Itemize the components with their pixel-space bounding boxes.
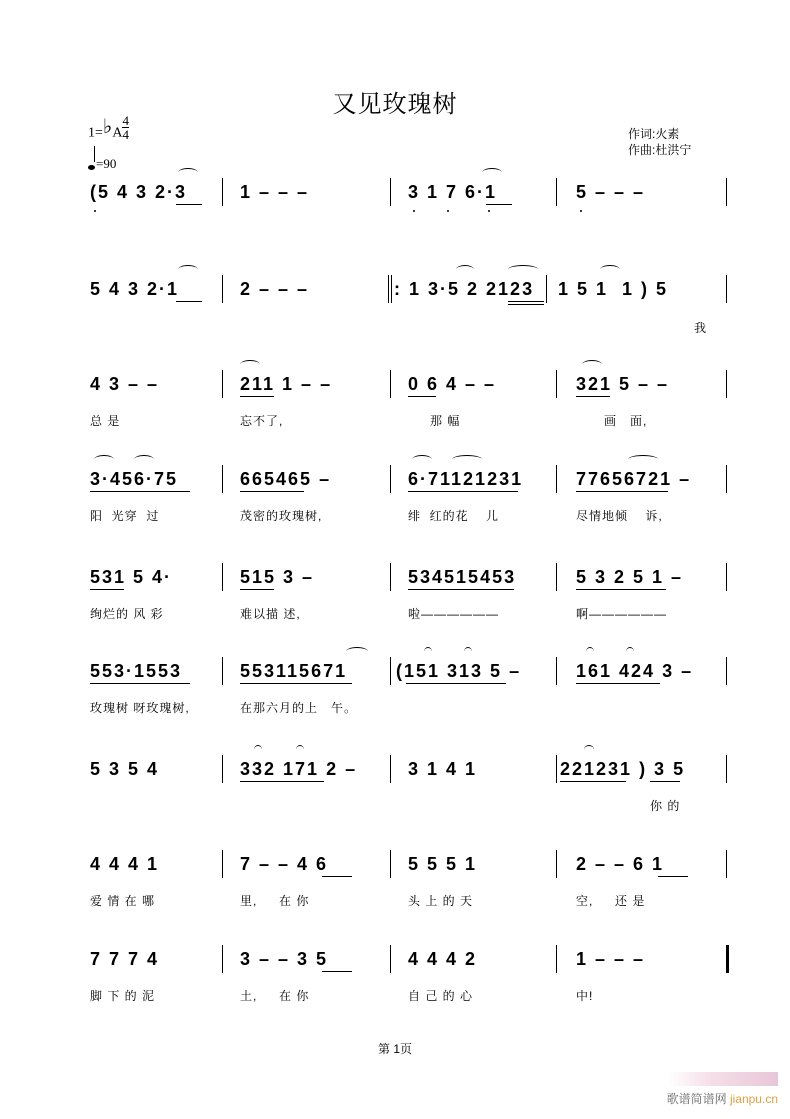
lyric: 绯 红的花 儿 [408,509,500,523]
underline [90,491,190,492]
underline [508,301,544,302]
underline [576,491,668,492]
lyric: 绚烂的 风 彩 [90,607,164,621]
underline [486,204,512,205]
underline [90,683,190,684]
low-octave-dot [94,210,96,212]
measure: 211 1 – – [240,374,333,394]
time-signature [122,114,129,141]
time-numerator: 4 [122,113,129,128]
underline [406,683,506,684]
measure: 0 6 4 – – [408,374,497,394]
song-title: 又见玫瑰树 [332,90,458,118]
score-line-2 [90,275,730,335]
slur [464,647,472,656]
barline [390,657,391,685]
barline [222,563,223,591]
score-line-4 [90,465,730,523]
low-octave-dot [413,210,415,212]
score-line-5 [90,563,730,621]
barline [222,178,223,206]
lyric: 啦―――――― [408,607,500,621]
underline [240,396,274,397]
measure: (5 4 3 2·3 [90,182,188,202]
barline [546,275,547,303]
slur [482,168,502,177]
measure: 7 – – 4 6 [240,854,329,874]
measure: 534515453 [408,567,517,587]
flat-icon: ♭ [102,115,113,138]
score-line-3 [90,370,730,428]
underline [658,876,688,877]
score-line-1 [90,178,730,218]
measure: 515 3 – [240,567,315,587]
composer: 作曲:杜洪宁 [628,143,692,157]
measure: 1 – – – [240,182,310,202]
repeat-start-barline[interactable] [388,275,389,303]
underline [508,304,544,305]
measure: 5 – – – [576,182,646,202]
slur [452,455,482,464]
barline [390,465,391,493]
watermark [667,1090,778,1107]
slur [600,265,620,274]
barline [726,657,727,685]
slur [456,265,474,274]
tempo-value: =90 [96,156,117,171]
barline [556,657,557,685]
slur [412,455,432,464]
watermark-domain[interactable]: jianpu.cn [729,1092,778,1106]
underline [576,396,610,397]
barline [726,850,727,878]
underline [560,781,626,782]
measure: 4 4 4 1 [90,854,160,874]
measure: 1 – – – [576,949,646,969]
barline [222,945,223,973]
slur [628,455,658,464]
measure: 3 1 7 6·1 [408,182,498,202]
page-number: 第 1页 [377,1042,412,1056]
underline [576,683,660,684]
measure: 77656721 – [576,469,692,489]
underline [176,301,202,302]
watermark-site-name: 歌谱简谱网 [666,1092,727,1106]
barline [726,563,727,591]
slur [240,360,260,369]
slur [296,745,304,754]
slur [586,647,594,656]
barline [556,465,557,493]
lyric: 空, 还 是 [576,894,646,908]
measure: : 1 3·5 2 2123 [394,279,535,299]
measure: 161 424 3 – [576,661,694,681]
low-octave-dot [580,210,582,212]
barline [726,370,727,398]
measure: 553115671 [240,661,348,681]
measure: 5 3 5 4 [90,759,160,779]
underline [322,971,352,972]
measure: 5 4 3 2·1 [90,279,180,299]
barline [726,275,727,303]
lyric: 自 己 的 心 [408,989,474,1003]
underline [322,876,352,877]
lyric: 茂密的玫瑰树, [240,509,323,523]
barline [222,275,223,303]
measure: 221231 ) 3 5 [560,759,686,779]
lyric: 尽情地倾 诉, [576,509,663,523]
lyric: 难以描 述, [240,607,301,621]
lyric: 中! [576,989,594,1003]
note-stem [94,146,95,162]
slur [582,360,602,369]
barline [556,850,557,878]
barline [726,178,727,206]
barline [556,370,557,398]
barline [726,755,727,783]
lyric: 你 的 [650,799,681,813]
underline [408,589,514,590]
measure: 4 3 – – [90,374,160,394]
lyric: 在那六月的上 午。 [240,701,358,715]
quarter-note-icon [88,165,95,170]
slur [346,647,368,656]
measure: 4 4 4 2 [408,949,478,969]
measure: 3 – – 3 5 [240,949,329,969]
barline [556,945,557,973]
low-octave-dot [488,210,490,212]
barline [390,755,391,783]
credits [628,126,691,158]
underline [240,683,352,684]
measure: 5 5 5 1 [408,854,478,874]
slur [178,168,198,177]
barline [222,465,223,493]
slur [626,647,634,656]
measure: 5 3 2 5 1 – [576,567,684,587]
key-note: A [112,125,123,141]
measure: (151 313 5 – [396,661,522,681]
barline [726,465,727,493]
slur [94,455,114,464]
lyric: 总 是 [90,414,121,428]
measure: 531 5 4· [90,567,173,587]
low-octave-dot [447,210,449,212]
barline [390,945,391,973]
lyric: 玫瑰树 呀玫瑰树, [90,701,190,715]
score-line-6 [90,657,730,715]
score-line-8 [90,850,730,908]
lyric: 头 上 的 天 [408,894,474,908]
measure: 2 – – 6 1 [576,854,665,874]
slur [424,647,432,656]
slur [584,745,594,754]
slur [134,455,154,464]
barline [222,755,223,783]
score-line-7 [90,755,730,813]
tempo-marking [88,152,116,172]
barline [556,755,557,783]
repeat-end-barline[interactable] [726,945,729,973]
slur [508,265,538,274]
watermark-logo-icon [668,1072,778,1086]
slur [254,745,262,754]
underline [240,491,304,492]
measure: 7 7 7 4 [90,949,160,969]
measure: 332 171 2 – [240,759,358,779]
barline [390,178,391,206]
underline [240,589,274,590]
underline [408,396,436,397]
lyric: 我 [694,321,708,335]
measure: 6·71121231 [408,469,524,489]
underline [408,491,518,492]
barline [222,850,223,878]
lyric: 画 面, [604,414,648,428]
measure: 3 1 4 1 [408,759,478,779]
barline [222,657,223,685]
key-prefix: 1= [88,125,103,141]
measure: 3·456·75 [90,469,179,489]
lyric: 里, 在 你 [240,894,310,908]
underline [650,781,680,782]
measure: 321 5 – – [576,374,670,394]
key-signature [88,113,129,147]
lyric: 脚 下 的 泥 [90,989,156,1003]
lyricist: 作词:火素 [628,127,680,141]
underline [90,589,124,590]
measure: 1 5 1 1 ) 5 [558,279,669,299]
lyric: 那 幅 [430,414,461,428]
barline [556,178,557,206]
lyric: 忘不了, [240,414,284,428]
lyric: 阳 光穿 过 [90,509,160,523]
lyric: 土, 在 你 [240,989,310,1003]
time-denominator: 4 [122,127,129,142]
measure: 553·1553 [90,661,183,681]
underline [576,589,666,590]
score-line-9 [90,945,730,1003]
slur [178,265,198,274]
lyric: 啊―――――― [576,607,668,621]
barline [222,370,223,398]
measure: 2 – – – [240,279,310,299]
barline [390,850,391,878]
barline [390,563,391,591]
underline [176,204,202,205]
lyric: 爱 情 在 哪 [90,894,156,908]
underline [240,781,324,782]
barline [390,370,391,398]
measure: 665465 – [240,469,332,489]
barline [556,563,557,591]
